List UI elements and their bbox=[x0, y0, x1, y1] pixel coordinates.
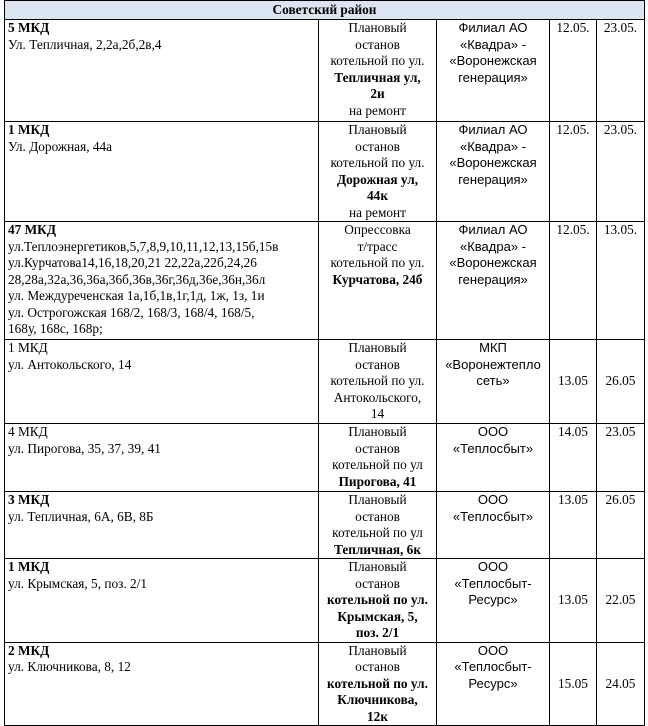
address-line: Ул. Тепличная, 2,2а,2б,2в,4 bbox=[8, 36, 162, 52]
work-line: останов bbox=[355, 138, 400, 154]
organization-cell bbox=[437, 340, 550, 424]
address-cell bbox=[5, 222, 319, 340]
end-date: 23.05. bbox=[597, 122, 645, 222]
organization-line: «Квадра» - bbox=[459, 36, 526, 52]
organization-line: Ресурс» bbox=[468, 675, 518, 691]
work-line: котельной по ул. bbox=[330, 155, 425, 170]
address-line: ул. Крымская, 5, поз. 2/1 bbox=[8, 575, 147, 591]
organization-line: «Теплосбыт- bbox=[454, 659, 532, 674]
work-line: Плановый bbox=[348, 559, 407, 574]
address-cell bbox=[5, 20, 319, 122]
work-line: Плановый bbox=[348, 492, 407, 507]
address-line: 168у, 168с, 168р; bbox=[8, 321, 103, 336]
work-line: котельной по ул bbox=[332, 525, 423, 540]
address-line: ул. Пирогова, 35, 37, 39, 41 bbox=[8, 440, 161, 456]
organization-line: ООО bbox=[477, 492, 509, 507]
building-count: 47 МКД bbox=[8, 222, 56, 237]
boiler-location: 12к bbox=[367, 708, 388, 724]
address-cell bbox=[5, 492, 319, 559]
work-line: Антокольского, bbox=[333, 389, 422, 405]
address-line: ул. Острогожская 168/2, 168/3, 168/4, 168/5, bbox=[8, 304, 255, 320]
start-date: 12.05. bbox=[550, 20, 597, 122]
organization-line: «Воронежская bbox=[449, 155, 537, 170]
end-date: 24.05 bbox=[597, 642, 645, 726]
table-body bbox=[5, 1, 645, 726]
end-date: 26.05 bbox=[597, 340, 645, 424]
address-cell bbox=[5, 340, 319, 424]
organization-line: «Воронежская bbox=[449, 53, 537, 68]
organization-line: «Квадра» - bbox=[459, 238, 526, 254]
work-line: останов bbox=[355, 508, 400, 524]
start-date: 12.05. bbox=[550, 222, 597, 340]
address-line: ул. Междуреченская 1а,1б,1в,1г,1д, 1ж, 1з, 1и bbox=[8, 288, 265, 303]
building-count: 1 МКД bbox=[8, 340, 48, 355]
work-cell bbox=[319, 559, 437, 643]
boiler-location: котельной по ул. bbox=[327, 592, 428, 607]
organization-line: МКП bbox=[479, 340, 507, 355]
work-line: останов bbox=[355, 36, 400, 52]
district-header-row bbox=[5, 1, 645, 20]
boiler-location: Дорожная ул, bbox=[336, 171, 419, 187]
work-line: останов bbox=[355, 440, 400, 456]
address-cell bbox=[5, 559, 319, 643]
address-line: 28,28а,32а,36,36а,36б,36в,36г,36д,36е,36н,36л bbox=[8, 271, 266, 287]
organization-line: Филиал АО bbox=[458, 122, 528, 137]
boiler-location: котельной по ул. bbox=[327, 675, 428, 691]
work-line: Плановый bbox=[348, 20, 407, 35]
table-row bbox=[5, 222, 645, 340]
organization-line: Ресурс» bbox=[468, 592, 518, 607]
table-row bbox=[5, 424, 645, 492]
organization-line: Филиал АО bbox=[458, 20, 528, 35]
boiler-location: Ключникова, bbox=[337, 692, 418, 707]
work-line: Опрессовка bbox=[344, 222, 411, 237]
work-line: котельной по ул. bbox=[330, 255, 425, 270]
boiler-location: Пирогова, 41 bbox=[338, 473, 417, 489]
organization-cell bbox=[437, 559, 550, 643]
organization-cell bbox=[437, 492, 550, 559]
boiler-location: Тепличная, 6к bbox=[333, 541, 421, 557]
work-cell bbox=[319, 492, 437, 559]
work-line: котельной по ул bbox=[332, 457, 423, 472]
work-line: котельной по ул. bbox=[330, 373, 425, 388]
organization-line: «Теплосбыт» bbox=[452, 508, 534, 524]
building-count: 1 МКД bbox=[8, 122, 50, 137]
organization-line: «Воронежская bbox=[449, 255, 537, 270]
start-date: 15.05 bbox=[550, 642, 597, 726]
work-line: Плановый bbox=[348, 340, 407, 355]
boiler-location: 44к bbox=[367, 188, 388, 203]
end-date: 23.05. bbox=[597, 20, 645, 122]
organization-cell bbox=[437, 222, 550, 340]
address-cell bbox=[5, 424, 319, 492]
organization-line: ООО bbox=[477, 424, 509, 439]
organization-line: «Теплосбыт- bbox=[454, 575, 532, 591]
address-cell bbox=[5, 122, 319, 222]
end-date: 22.05 bbox=[597, 559, 645, 643]
address-line: ул. Ключникова, 8, 12 bbox=[8, 659, 131, 674]
work-line: останов bbox=[355, 575, 400, 591]
organization-cell bbox=[437, 642, 550, 726]
address-line: ул.Курчатова14,16,18,20,21 22,22а,22б,24,26 bbox=[8, 255, 257, 270]
organization-line: генерация» bbox=[458, 171, 528, 187]
work-cell bbox=[319, 20, 437, 122]
start-date: 14.05 bbox=[550, 424, 597, 492]
work-line: останов bbox=[355, 356, 400, 372]
organization-line: «Теплосбыт» bbox=[452, 440, 534, 456]
boiler-location: Крымская, 5, bbox=[337, 608, 418, 624]
work-cell bbox=[319, 642, 437, 726]
table-row bbox=[5, 559, 645, 643]
work-cell bbox=[319, 122, 437, 222]
work-line: Плановый bbox=[348, 424, 407, 439]
organization-line: генерация» bbox=[458, 271, 528, 287]
end-date: 23.05 bbox=[597, 424, 645, 492]
building-count: 2 МКД bbox=[8, 642, 50, 658]
organization-cell bbox=[437, 122, 550, 222]
organization-cell bbox=[437, 20, 550, 122]
start-date: 13.05 bbox=[550, 340, 597, 424]
table-row bbox=[5, 20, 645, 122]
end-date: 26.05 bbox=[597, 492, 645, 559]
organization-line: Филиал АО bbox=[458, 222, 528, 237]
work-cell bbox=[319, 222, 437, 340]
organization-line: сеть» bbox=[476, 373, 510, 388]
table-row bbox=[5, 122, 645, 222]
table-row bbox=[5, 642, 645, 726]
work-line: останов bbox=[355, 659, 400, 674]
organization-cell bbox=[437, 424, 550, 492]
boiler-location: Тепличная ул, bbox=[334, 69, 421, 85]
building-count: 4 МКД bbox=[8, 424, 48, 439]
table-row bbox=[5, 340, 645, 424]
work-line: т/трасс bbox=[357, 238, 398, 254]
address-cell bbox=[5, 642, 319, 726]
building-count: 3 МКД bbox=[8, 492, 50, 507]
work-line: Плановый bbox=[348, 122, 407, 137]
organization-line: ООО bbox=[477, 642, 509, 658]
boiler-location: 2и bbox=[370, 86, 385, 101]
boiler-location: Курчатова, 24б bbox=[332, 271, 423, 287]
address-line: ул. Тепличная, 6А, 6В, 8Б bbox=[8, 508, 154, 524]
work-line: котельной по ул. bbox=[330, 53, 425, 68]
start-date: 13.05 bbox=[550, 559, 597, 643]
address-line: ул.Теплоэнергетиков,5,7,8,9,10,11,12,13,15б,15в bbox=[8, 238, 279, 254]
start-date: 13.05 bbox=[550, 492, 597, 559]
start-date: 12.05. bbox=[550, 122, 597, 222]
end-date: 13.05. bbox=[597, 222, 645, 340]
address-line: Ул. Дорожная, 44а bbox=[8, 138, 113, 154]
organization-line: «Воронежтепло bbox=[445, 356, 541, 372]
work-note: на ремонт bbox=[349, 102, 406, 118]
organization-line: ООО bbox=[477, 559, 509, 574]
boiler-location: поз. 2/1 bbox=[355, 625, 400, 640]
work-line: Плановый bbox=[348, 642, 407, 658]
work-line: 14 bbox=[370, 406, 385, 421]
outage-table bbox=[4, 0, 645, 726]
organization-line: «Квадра» - bbox=[459, 138, 526, 154]
address-line: ул. Антокольского, 14 bbox=[8, 356, 132, 372]
table-row bbox=[5, 492, 645, 559]
building-count: 5 МКД bbox=[8, 20, 50, 35]
organization-line: генерация» bbox=[458, 69, 528, 85]
district-title: Советский район bbox=[5, 1, 645, 20]
building-count: 1 МКД bbox=[8, 559, 50, 574]
work-cell bbox=[319, 424, 437, 492]
work-note: на ремонт bbox=[349, 204, 406, 220]
work-cell bbox=[319, 340, 437, 424]
